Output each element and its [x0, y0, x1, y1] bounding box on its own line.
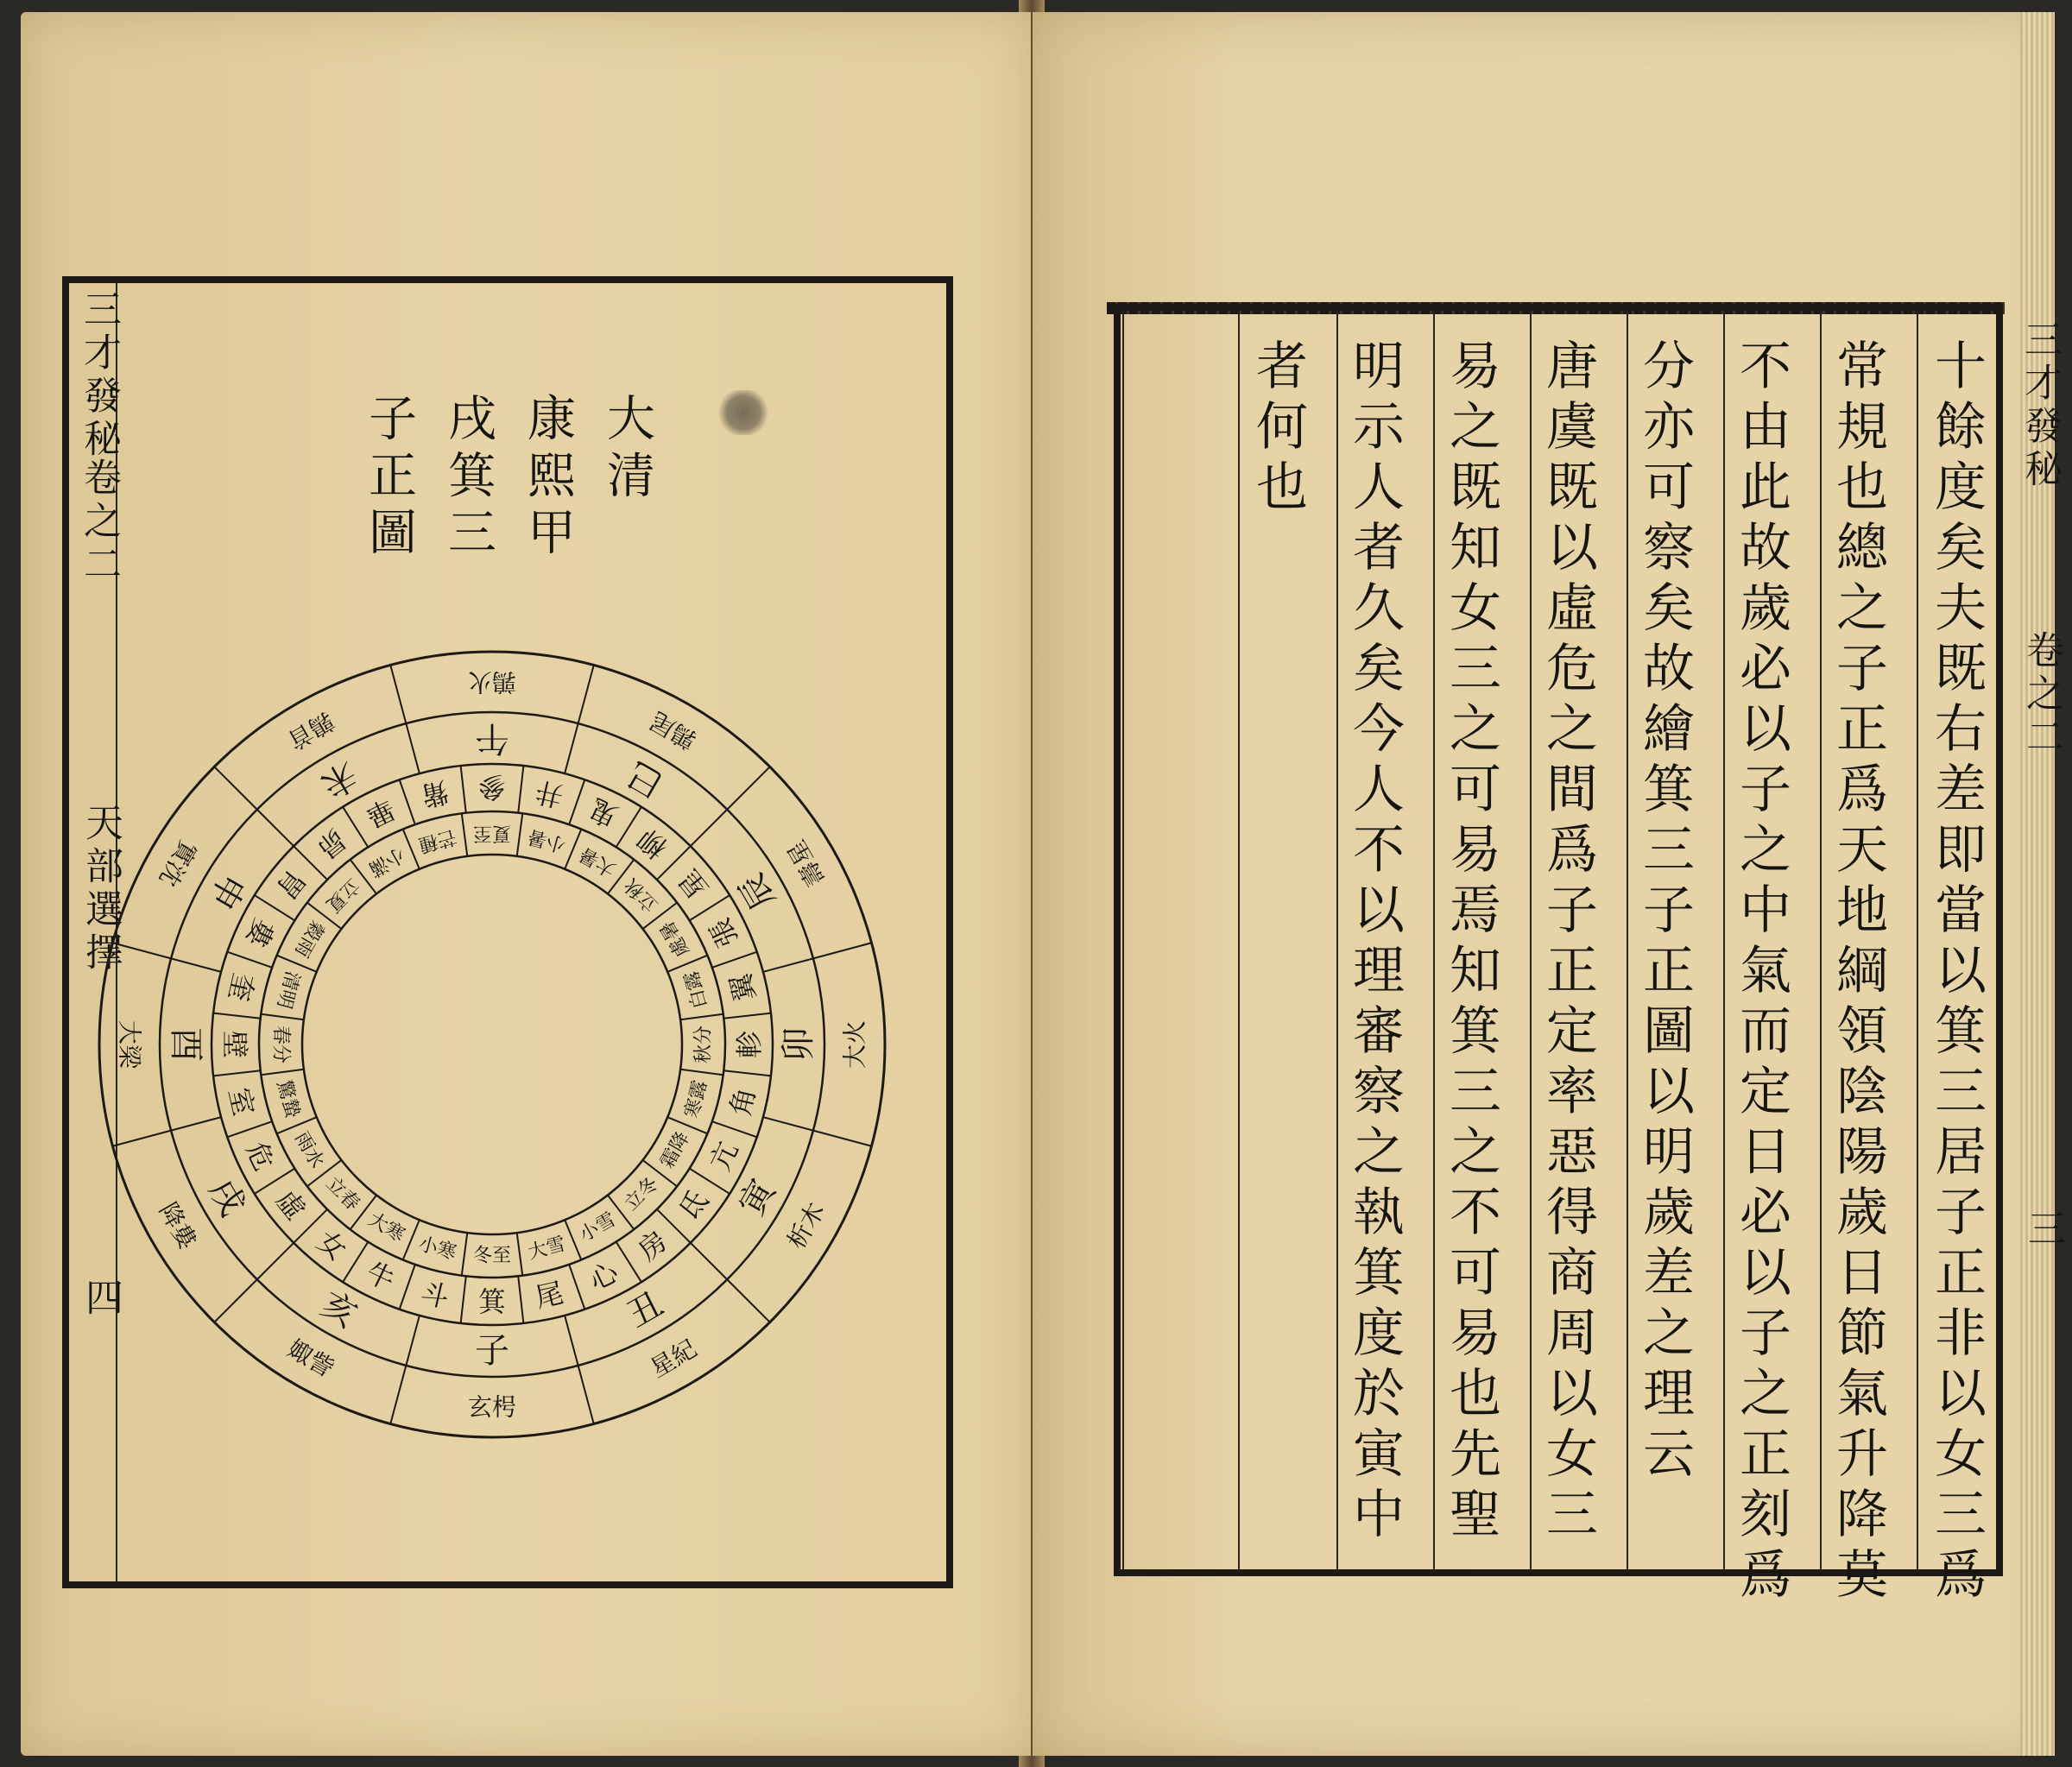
term-label: 驚蟄	[272, 1077, 304, 1120]
branch-label: 酉	[166, 1027, 205, 1062]
xiu-divider	[712, 952, 757, 968]
term-label: 大暑	[576, 842, 620, 880]
term-label: 處暑	[656, 917, 695, 961]
xiu-divider	[400, 779, 415, 824]
xiu-label: 危	[239, 1136, 281, 1176]
xiu-label: 亢	[703, 1136, 745, 1176]
branch-label: 亥	[313, 1284, 364, 1336]
left-edge-section: 天部選擇	[79, 803, 123, 975]
ci-divider	[727, 767, 769, 809]
term-divider	[261, 1070, 304, 1076]
xiu-label: 牛	[361, 1255, 401, 1297]
branch-divider	[257, 1243, 294, 1279]
ci-divider	[214, 1279, 256, 1322]
branch-divider	[565, 723, 578, 773]
right-page-number: 三	[2021, 1209, 2065, 1250]
xiu-label: 虛	[269, 1183, 313, 1227]
dedication-line-2: 康熙甲	[520, 393, 576, 564]
xiu-label: 井	[532, 774, 567, 813]
xiu-label: 畢	[361, 792, 401, 834]
xiu-divider	[461, 766, 466, 813]
xiu-label: 奎	[222, 969, 261, 1005]
left-page-number: 四	[79, 1278, 123, 1319]
term-label: 寒露	[680, 1077, 712, 1120]
branch-divider	[406, 723, 420, 773]
xiu-label: 參	[477, 771, 507, 804]
term-label: 立春	[321, 1172, 364, 1215]
ci-divider	[578, 1366, 594, 1424]
term-label: 夏至	[472, 822, 512, 844]
term-label: 芒種	[416, 824, 459, 856]
xiu-label: 軫	[733, 1030, 766, 1059]
xiu-divider	[712, 1121, 757, 1137]
ci-label: 降婁	[153, 1197, 203, 1254]
xiu-label: 女	[310, 1224, 353, 1267]
ci-divider	[214, 767, 256, 809]
term-label: 霜降	[656, 1128, 695, 1172]
text-column-5: 唐虞既以虛危之間爲子正定率惡得商周以女三	[1538, 338, 1598, 1547]
branch-label: 巳	[620, 753, 671, 805]
term-label: 小寒	[416, 1233, 459, 1265]
left-edge-title: 三才發秘	[77, 289, 121, 462]
ci-label: 壽星	[781, 835, 831, 892]
xiu-label: 胃	[269, 862, 313, 906]
diagram-ring	[302, 855, 682, 1234]
xiu-label: 心	[584, 1255, 623, 1297]
text-column-6: 易之既知女三之可易焉知箕三之不可易也先聖	[1441, 338, 1501, 1547]
ci-label: 大梁	[115, 1019, 144, 1070]
xiu-divider	[569, 1265, 584, 1309]
branch-divider	[691, 810, 727, 846]
branch-label: 子	[475, 1331, 509, 1371]
ci-divider	[727, 1279, 769, 1322]
xiu-label: 箕	[477, 1285, 507, 1318]
text-column-7: 明示人者久矣今人不以理審察之執箕度於寅中	[1344, 338, 1405, 1547]
term-label: 雨水	[289, 1128, 328, 1172]
ci-divider	[113, 1131, 172, 1146]
left-edge-volume: 卷之二	[77, 458, 121, 587]
branch-label: 寅	[731, 1172, 784, 1223]
branch-divider	[691, 1243, 727, 1279]
ci-label: 大火	[840, 1019, 869, 1070]
xiu-label: 張	[703, 913, 745, 953]
xiu-label: 房	[631, 1224, 674, 1267]
term-divider	[517, 813, 523, 856]
xiu-divider	[461, 1276, 466, 1323]
term-label: 白露	[680, 969, 712, 1012]
xiu-label: 昴	[310, 822, 353, 865]
text-column-1: 十餘度矣夫既右差即當以箕三居子正非以女三爲	[1926, 338, 1987, 1607]
ci-label: 玄枵	[467, 1392, 517, 1422]
ci-label: 娵訾	[282, 1334, 339, 1384]
xiu-divider	[569, 779, 584, 824]
xiu-label: 尾	[532, 1276, 567, 1315]
xiu-label: 氐	[672, 1183, 715, 1227]
xiu-label: 室	[222, 1084, 261, 1120]
branch-label: 丑	[620, 1284, 671, 1336]
term-label: 大雪	[525, 1233, 568, 1265]
branch-label: 辰	[731, 866, 784, 917]
xiu-label: 斗	[417, 1276, 452, 1315]
term-label: 小雪	[576, 1209, 620, 1247]
text-column-8: 者何也	[1248, 338, 1308, 520]
xiu-label: 翼	[723, 969, 762, 1005]
term-divider	[517, 1233, 523, 1276]
xiu-label: 婁	[239, 913, 281, 953]
branch-divider	[565, 1316, 578, 1366]
xiu-divider	[518, 766, 523, 813]
diagram-ring	[259, 811, 725, 1278]
ci-divider	[813, 943, 872, 958]
term-label: 小滿	[364, 842, 408, 880]
branch-divider	[171, 1117, 221, 1131]
branch-divider	[257, 810, 294, 846]
ci-divider	[390, 1366, 406, 1424]
term-label: 春分	[269, 1025, 292, 1064]
dedication-line-3: 戌箕三	[440, 393, 496, 564]
xiu-divider	[213, 1013, 261, 1019]
branch-label: 午	[475, 718, 509, 758]
branch-label: 戌	[200, 1172, 253, 1223]
branch-divider	[171, 958, 221, 972]
term-label: 大寒	[364, 1209, 408, 1247]
ci-label: 鶉火	[467, 667, 517, 697]
xiu-divider	[518, 1276, 523, 1323]
term-label: 立夏	[321, 874, 364, 917]
term-label: 冬至	[472, 1245, 512, 1267]
xiu-divider	[227, 1121, 272, 1137]
xiu-label: 柳	[631, 822, 674, 865]
term-divider	[680, 1014, 723, 1020]
right-edge-volume: 卷之二	[2019, 630, 2063, 760]
right-edge-title: 三才發秘	[2018, 319, 2062, 492]
xiu-label: 角	[723, 1084, 762, 1120]
xiu-divider	[400, 1265, 415, 1309]
branch-divider	[406, 1316, 420, 1366]
xiu-label: 鬼	[584, 792, 623, 834]
text-column-4: 分亦可察矣故繪箕三子正圖以明歲差之理云	[1634, 338, 1695, 1486]
term-divider	[680, 1070, 723, 1076]
seal-stamp	[718, 390, 768, 435]
text-column-3: 不由此故歲必以子之中氣而定日必以子之正刻爲	[1731, 338, 1791, 1607]
branch-label: 申	[200, 866, 253, 917]
xiu-label: 壁	[218, 1030, 251, 1059]
term-label: 小暑	[525, 824, 568, 856]
dedication-line-1: 大清	[599, 393, 655, 507]
page-stack-edge	[2020, 12, 2055, 1756]
ci-label: 星紀	[645, 1334, 702, 1384]
term-divider	[261, 1014, 304, 1020]
term-divider	[462, 1233, 468, 1276]
xiu-divider	[723, 1070, 771, 1076]
branch-label: 未	[313, 753, 364, 805]
ci-label: 實沈	[153, 835, 203, 892]
ci-divider	[578, 666, 594, 724]
xiu-divider	[213, 1070, 261, 1076]
ci-label: 鶉尾	[645, 705, 702, 755]
xiu-label: 星	[672, 862, 715, 906]
ci-divider	[813, 1131, 872, 1146]
ci-label: 析木	[781, 1197, 831, 1254]
branch-divider	[763, 958, 813, 972]
ci-label: 鶉首	[282, 705, 339, 755]
branch-divider	[763, 1117, 813, 1131]
xiu-label: 觜	[417, 774, 452, 813]
term-label: 秋分	[692, 1025, 715, 1064]
term-label: 清明	[272, 969, 304, 1012]
term-label: 穀雨	[289, 917, 328, 961]
dedication-line-4: 子正圖	[361, 393, 417, 564]
ci-divider	[113, 943, 172, 958]
ci-divider	[390, 666, 406, 724]
term-label: 立秋	[620, 874, 663, 917]
term-divider	[462, 813, 468, 856]
branch-label: 卯	[779, 1027, 818, 1062]
xiu-divider	[227, 952, 272, 968]
xiu-divider	[723, 1013, 771, 1019]
term-label: 立冬	[620, 1172, 663, 1215]
ji-san-ziheng-diagram	[86, 639, 898, 1450]
text-column-2: 常規也總之子正爲天地綱領陰陽歲日節氣升降莫	[1828, 338, 1888, 1607]
